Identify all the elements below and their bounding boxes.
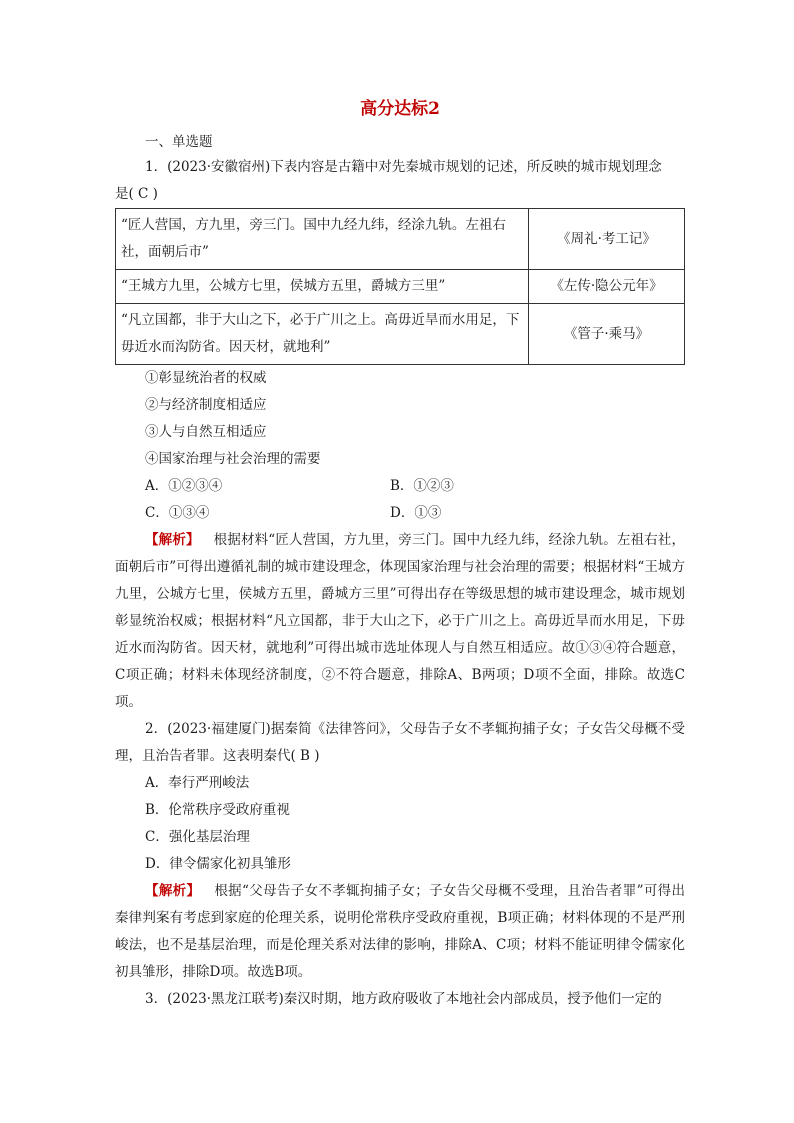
document-page — [115, 96, 685, 1013]
statement-item: ②与经济制度相适应 — [145, 397, 267, 413]
table-row — [116, 209, 685, 270]
option-d[interactable]: D．①③ — [390, 505, 442, 521]
options-row — [145, 500, 685, 527]
statement-item: ①彰显统治者的权威 — [145, 370, 267, 386]
question-2-stem: 2．(2023·福建厦门)据秦简《法律答问》，父母告子女不孝辄拘捕子女；子女告父母概不受理，且治告者罪。这表明秦代( B ) — [115, 721, 685, 764]
analysis-block — [115, 878, 685, 986]
statement-item: ④国家治理与社会治理的需要 — [145, 451, 321, 467]
analysis-tag: 【解析】 — [145, 532, 200, 548]
table-cell-quote: “王城方九里，公城方七里，侯城方五里，爵城方三里” — [116, 270, 529, 304]
option-d[interactable]: D．律令儒家化初具雏形 — [145, 856, 291, 872]
question-3-stem: 3．(2023·黑龙江联考)秦汉时期，地方政府吸收了本地社会内部成员，授予他们一定的 — [145, 991, 662, 1007]
question-1-stem: 1．(2023·安徽宿州)下表内容是古籍中对先秦城市规划的记述，所反映的城市规划理念 — [145, 159, 662, 175]
table-cell-quote: “匠人营国，方九里，旁三门。国中九经九纬，经涂九轨。左祖右社，面朝后市” — [116, 209, 529, 270]
option-b[interactable]: B．①②③ — [390, 478, 454, 494]
option-a[interactable]: A．①②③④ — [145, 478, 223, 494]
table-cell-quote: “凡立国都，非于大山之下，必于广川之上。高毋近旱而水用足，下毋近水而沟防省。因天材，就地利” — [116, 304, 529, 365]
page-title: 高分达标2 — [360, 99, 440, 119]
table-row — [116, 304, 685, 365]
analysis-text: 根据材料“匠人营国，方九里，旁三门。国中九经九纬，经涂九轨。左祖右社，面朝后市”可得出遵循礼制的城市建设理念，体现国家治理与社会治理的需要；根据材料“王城方九里，公城方七里，侯城方五里，爵城方三里”可得出存在等级思想的城市建设理念，城市规划彰显统治权威；根据材料“凡立国都，非于大山之下，必于广川之上。高毋近旱而水用足，下毋近水而沟防省。因天材，就地利”可得出城市选址体现人与自然互相适应。故①③④符合题意，C项正确；材料未体现经济制度，②不符合题意，排除A、B两项；D项不全面，排除。故选C项。 — [115, 532, 686, 710]
options-row — [145, 473, 685, 500]
section-heading: 一、单选题 — [145, 134, 213, 150]
source-table — [115, 208, 685, 365]
question-1-stem-answer: 是( C ) — [115, 186, 158, 202]
table-cell-source: 《管子·乘马》 — [529, 304, 685, 365]
table-row — [116, 270, 685, 304]
table-cell-source: 《左传·隐公元年》 — [529, 270, 685, 304]
option-c[interactable]: C．强化基层治理 — [145, 829, 250, 845]
statement-item: ③人与自然互相适应 — [145, 424, 267, 440]
option-c[interactable]: C．①③④ — [145, 505, 210, 521]
analysis-tag: 【解析】 — [145, 883, 201, 899]
analysis-block — [115, 527, 685, 716]
analysis-text: 根据“父母告子女不孝辄拘捕子女；子女告父母概不受理，且治告者罪”可得出秦律判案有考虑到家庭的伦理关系，说明伦常秩序受政府重视，B项正确；材料体现的不是严刑峻法，也不是基层治理，而是伦理关系对法律的影响，排除A、C项；材料不能证明律令儒家化初具雏形，排除D项。故选B项。 — [115, 883, 685, 980]
option-a[interactable]: A．奉行严刑峻法 — [145, 775, 250, 791]
table-cell-source: 《周礼·考工记》 — [529, 209, 685, 270]
option-b[interactable]: B．伦常秩序受政府重视 — [145, 802, 290, 818]
